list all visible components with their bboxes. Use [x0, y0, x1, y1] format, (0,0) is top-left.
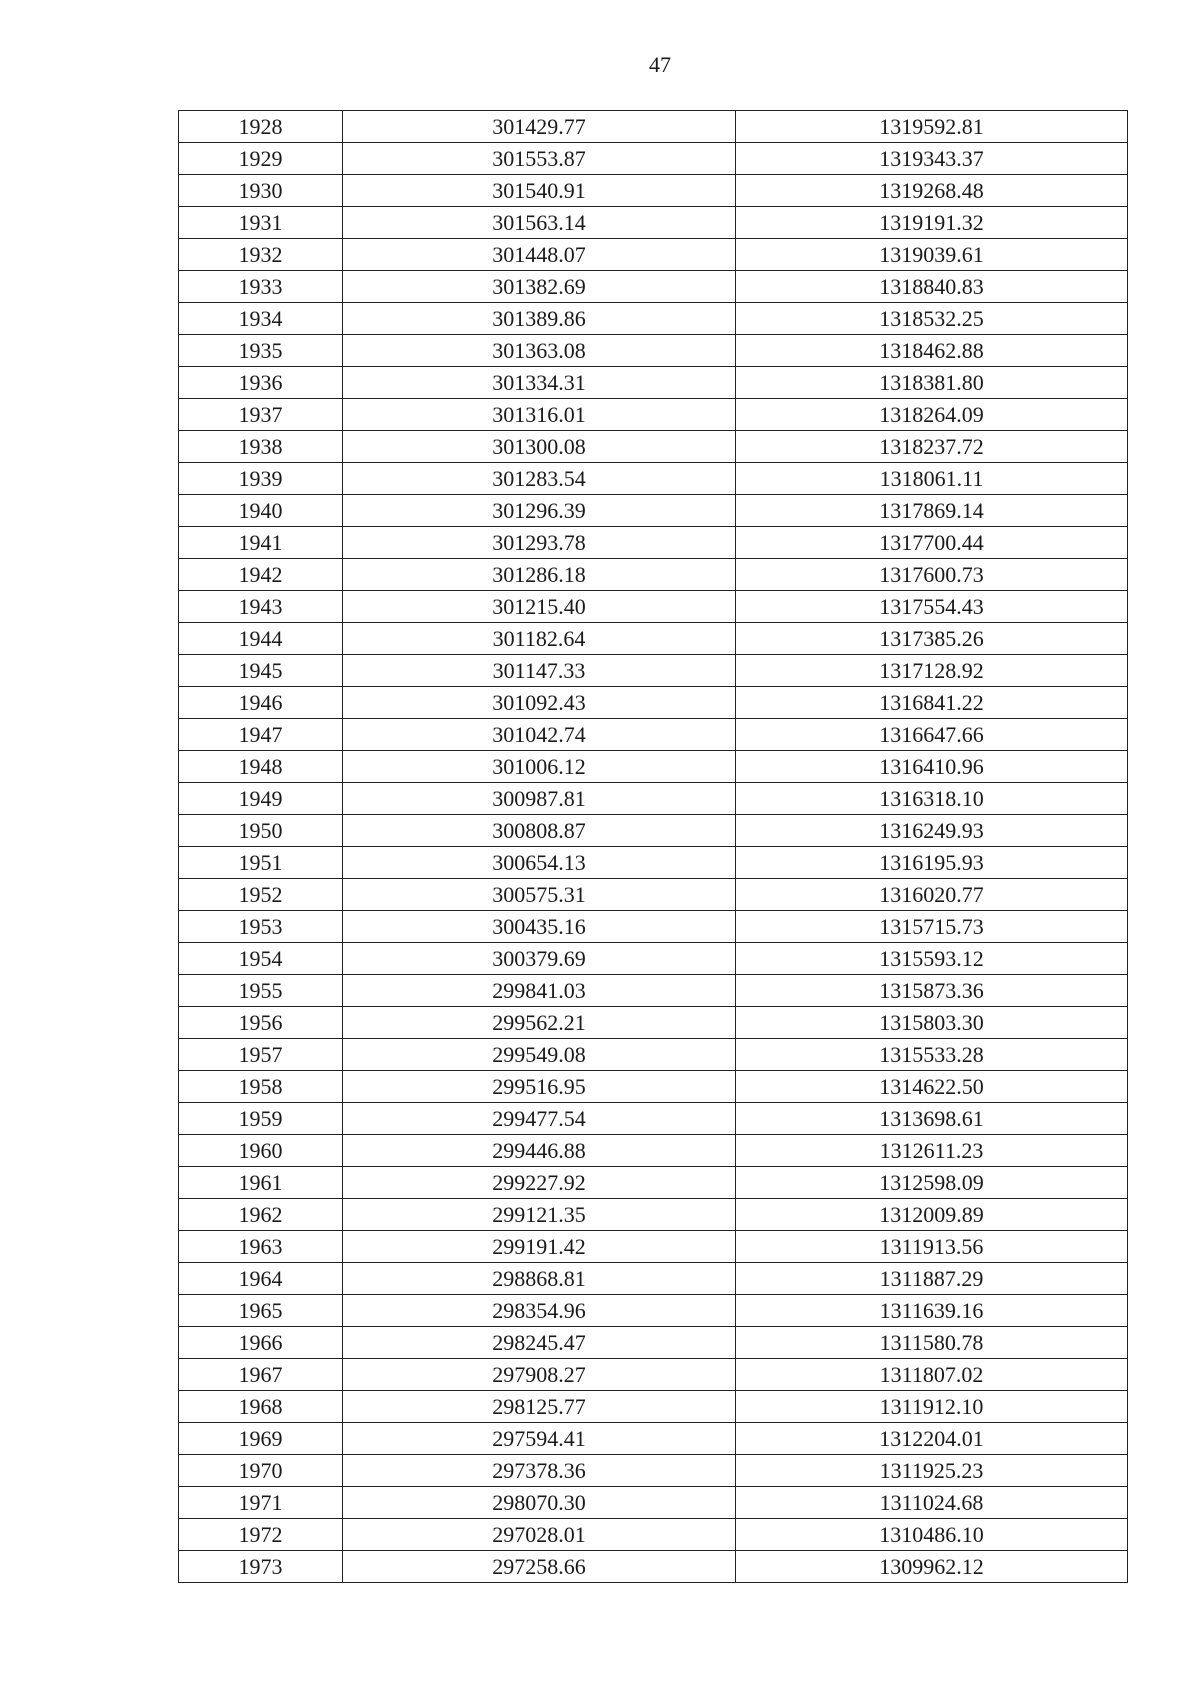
table-row — [179, 1423, 1128, 1455]
value-b-cell: 1312204.01 — [736, 1423, 1128, 1455]
table-row — [179, 559, 1128, 591]
table-row — [179, 175, 1128, 207]
table-row — [179, 1263, 1128, 1295]
value-a-cell: 298868.81 — [343, 1263, 736, 1295]
value-b-cell: 1317869.14 — [736, 495, 1128, 527]
value-b-cell: 1311024.68 — [736, 1487, 1128, 1519]
table-row — [179, 1135, 1128, 1167]
value-b-cell: 1318264.09 — [736, 399, 1128, 431]
year-cell: 1943 — [179, 591, 343, 623]
table-row — [179, 1199, 1128, 1231]
value-a-cell: 300435.16 — [343, 911, 736, 943]
table-row — [179, 1455, 1128, 1487]
value-b-cell: 1316410.96 — [736, 751, 1128, 783]
value-a-cell: 298245.47 — [343, 1327, 736, 1359]
year-cell: 1973 — [179, 1551, 343, 1583]
table-row — [179, 463, 1128, 495]
value-a-cell: 301283.54 — [343, 463, 736, 495]
year-cell: 1931 — [179, 207, 343, 239]
value-a-cell: 301182.64 — [343, 623, 736, 655]
value-b-cell: 1309962.12 — [736, 1551, 1128, 1583]
table-row — [179, 943, 1128, 975]
value-b-cell: 1315715.73 — [736, 911, 1128, 943]
value-b-cell: 1316249.93 — [736, 815, 1128, 847]
year-cell: 1932 — [179, 239, 343, 271]
value-b-cell: 1319592.81 — [736, 111, 1128, 143]
value-b-cell: 1316195.93 — [736, 847, 1128, 879]
value-a-cell: 301429.77 — [343, 111, 736, 143]
value-a-cell: 301092.43 — [343, 687, 736, 719]
value-b-cell: 1318381.80 — [736, 367, 1128, 399]
table-row — [179, 975, 1128, 1007]
value-b-cell: 1317128.92 — [736, 655, 1128, 687]
year-cell: 1928 — [179, 111, 343, 143]
value-b-cell: 1316841.22 — [736, 687, 1128, 719]
table-row — [179, 783, 1128, 815]
table-row — [179, 111, 1128, 143]
value-b-cell: 1311807.02 — [736, 1359, 1128, 1391]
value-a-cell: 298125.77 — [343, 1391, 736, 1423]
value-b-cell: 1316318.10 — [736, 783, 1128, 815]
table-row — [179, 1391, 1128, 1423]
value-b-cell: 1316647.66 — [736, 719, 1128, 751]
table-row — [179, 495, 1128, 527]
value-a-cell: 299516.95 — [343, 1071, 736, 1103]
value-b-cell: 1317700.44 — [736, 527, 1128, 559]
value-b-cell: 1311913.56 — [736, 1231, 1128, 1263]
value-b-cell: 1315873.36 — [736, 975, 1128, 1007]
table-row — [179, 591, 1128, 623]
value-a-cell: 297378.36 — [343, 1455, 736, 1487]
table-row — [179, 431, 1128, 463]
value-a-cell: 300575.31 — [343, 879, 736, 911]
value-a-cell: 297028.01 — [343, 1519, 736, 1551]
year-cell: 1934 — [179, 303, 343, 335]
value-b-cell: 1317554.43 — [736, 591, 1128, 623]
year-cell: 1940 — [179, 495, 343, 527]
value-a-cell: 301316.01 — [343, 399, 736, 431]
table-row — [179, 143, 1128, 175]
value-a-cell: 299477.54 — [343, 1103, 736, 1135]
value-a-cell: 301334.31 — [343, 367, 736, 399]
table-row — [179, 1551, 1128, 1583]
table-row — [179, 1103, 1128, 1135]
table-row — [179, 207, 1128, 239]
value-a-cell: 300379.69 — [343, 943, 736, 975]
value-b-cell: 1311912.10 — [736, 1391, 1128, 1423]
value-b-cell: 1318061.11 — [736, 463, 1128, 495]
year-cell: 1962 — [179, 1199, 343, 1231]
year-cell: 1966 — [179, 1327, 343, 1359]
value-b-cell: 1315533.28 — [736, 1039, 1128, 1071]
value-a-cell: 299841.03 — [343, 975, 736, 1007]
value-b-cell: 1318840.83 — [736, 271, 1128, 303]
table-row — [179, 1039, 1128, 1071]
value-a-cell: 301147.33 — [343, 655, 736, 687]
value-a-cell: 301042.74 — [343, 719, 736, 751]
page-number: 47 — [649, 52, 671, 77]
value-a-cell: 301300.08 — [343, 431, 736, 463]
value-a-cell: 301563.14 — [343, 207, 736, 239]
value-b-cell: 1311580.78 — [736, 1327, 1128, 1359]
table-row — [179, 1231, 1128, 1263]
year-cell: 1938 — [179, 431, 343, 463]
value-b-cell: 1319268.48 — [736, 175, 1128, 207]
year-cell: 1958 — [179, 1071, 343, 1103]
value-b-cell: 1318462.88 — [736, 335, 1128, 367]
value-a-cell: 301540.91 — [343, 175, 736, 207]
year-cell: 1939 — [179, 463, 343, 495]
table-row — [179, 847, 1128, 879]
year-cell: 1952 — [179, 879, 343, 911]
table-row — [179, 335, 1128, 367]
year-cell: 1964 — [179, 1263, 343, 1295]
value-b-cell: 1310486.10 — [736, 1519, 1128, 1551]
value-a-cell: 299562.21 — [343, 1007, 736, 1039]
value-a-cell: 301389.86 — [343, 303, 736, 335]
data-table — [178, 110, 1128, 1583]
table-row — [179, 1167, 1128, 1199]
value-b-cell: 1311925.23 — [736, 1455, 1128, 1487]
value-a-cell: 300654.13 — [343, 847, 736, 879]
year-cell: 1957 — [179, 1039, 343, 1071]
table-row — [179, 719, 1128, 751]
year-cell: 1972 — [179, 1519, 343, 1551]
year-cell: 1951 — [179, 847, 343, 879]
value-b-cell: 1316020.77 — [736, 879, 1128, 911]
data-table-container — [178, 110, 1127, 1583]
year-cell: 1971 — [179, 1487, 343, 1519]
table-row — [179, 623, 1128, 655]
value-a-cell: 299121.35 — [343, 1199, 736, 1231]
value-a-cell: 300808.87 — [343, 815, 736, 847]
value-a-cell: 299191.42 — [343, 1231, 736, 1263]
year-cell: 1930 — [179, 175, 343, 207]
year-cell: 1960 — [179, 1135, 343, 1167]
year-cell: 1969 — [179, 1423, 343, 1455]
value-a-cell: 297908.27 — [343, 1359, 736, 1391]
year-cell: 1941 — [179, 527, 343, 559]
year-cell: 1944 — [179, 623, 343, 655]
year-cell: 1947 — [179, 719, 343, 751]
table-row — [179, 303, 1128, 335]
table-row — [179, 1007, 1128, 1039]
year-cell: 1942 — [179, 559, 343, 591]
table-row — [179, 1519, 1128, 1551]
year-cell: 1961 — [179, 1167, 343, 1199]
value-b-cell: 1318237.72 — [736, 431, 1128, 463]
table-row — [179, 1487, 1128, 1519]
value-a-cell: 297258.66 — [343, 1551, 736, 1583]
year-cell: 1956 — [179, 1007, 343, 1039]
value-b-cell: 1315593.12 — [736, 943, 1128, 975]
table-row — [179, 911, 1128, 943]
year-cell: 1929 — [179, 143, 343, 175]
year-cell: 1948 — [179, 751, 343, 783]
table-row — [179, 367, 1128, 399]
table-row — [179, 239, 1128, 271]
value-a-cell: 297594.41 — [343, 1423, 736, 1455]
value-a-cell: 301363.08 — [343, 335, 736, 367]
value-a-cell: 301293.78 — [343, 527, 736, 559]
value-b-cell: 1314622.50 — [736, 1071, 1128, 1103]
year-cell: 1945 — [179, 655, 343, 687]
value-a-cell: 301553.87 — [343, 143, 736, 175]
table-row — [179, 655, 1128, 687]
value-a-cell: 301448.07 — [343, 239, 736, 271]
year-cell: 1955 — [179, 975, 343, 1007]
table-row — [179, 271, 1128, 303]
year-cell: 1970 — [179, 1455, 343, 1487]
year-cell: 1935 — [179, 335, 343, 367]
value-a-cell: 301296.39 — [343, 495, 736, 527]
year-cell: 1933 — [179, 271, 343, 303]
value-b-cell: 1317385.26 — [736, 623, 1128, 655]
value-a-cell: 299446.88 — [343, 1135, 736, 1167]
value-a-cell: 298070.30 — [343, 1487, 736, 1519]
year-cell: 1954 — [179, 943, 343, 975]
value-b-cell: 1312611.23 — [736, 1135, 1128, 1167]
value-b-cell: 1319039.61 — [736, 239, 1128, 271]
year-cell: 1968 — [179, 1391, 343, 1423]
table-row — [179, 687, 1128, 719]
value-b-cell: 1319191.32 — [736, 207, 1128, 239]
value-b-cell: 1319343.37 — [736, 143, 1128, 175]
value-b-cell: 1315803.30 — [736, 1007, 1128, 1039]
table-row — [179, 1295, 1128, 1327]
table-row — [179, 399, 1128, 431]
value-a-cell: 299227.92 — [343, 1167, 736, 1199]
year-cell: 1936 — [179, 367, 343, 399]
table-row — [179, 815, 1128, 847]
value-b-cell: 1312598.09 — [736, 1167, 1128, 1199]
year-cell: 1963 — [179, 1231, 343, 1263]
table-row — [179, 1071, 1128, 1103]
value-a-cell: 301382.69 — [343, 271, 736, 303]
value-b-cell: 1311887.29 — [736, 1263, 1128, 1295]
year-cell: 1946 — [179, 687, 343, 719]
table-row — [179, 1359, 1128, 1391]
value-b-cell: 1312009.89 — [736, 1199, 1128, 1231]
year-cell: 1949 — [179, 783, 343, 815]
year-cell: 1967 — [179, 1359, 343, 1391]
value-b-cell: 1318532.25 — [736, 303, 1128, 335]
year-cell: 1953 — [179, 911, 343, 943]
table-row — [179, 751, 1128, 783]
year-cell: 1937 — [179, 399, 343, 431]
value-b-cell: 1313698.61 — [736, 1103, 1128, 1135]
value-a-cell: 300987.81 — [343, 783, 736, 815]
table-row — [179, 879, 1128, 911]
value-a-cell: 301215.40 — [343, 591, 736, 623]
year-cell: 1950 — [179, 815, 343, 847]
table-row — [179, 1327, 1128, 1359]
value-b-cell: 1317600.73 — [736, 559, 1128, 591]
table-row — [179, 527, 1128, 559]
value-a-cell: 301006.12 — [343, 751, 736, 783]
value-b-cell: 1311639.16 — [736, 1295, 1128, 1327]
year-cell: 1959 — [179, 1103, 343, 1135]
year-cell: 1965 — [179, 1295, 343, 1327]
value-a-cell: 298354.96 — [343, 1295, 736, 1327]
table-body — [179, 111, 1128, 1583]
value-a-cell: 299549.08 — [343, 1039, 736, 1071]
value-a-cell: 301286.18 — [343, 559, 736, 591]
